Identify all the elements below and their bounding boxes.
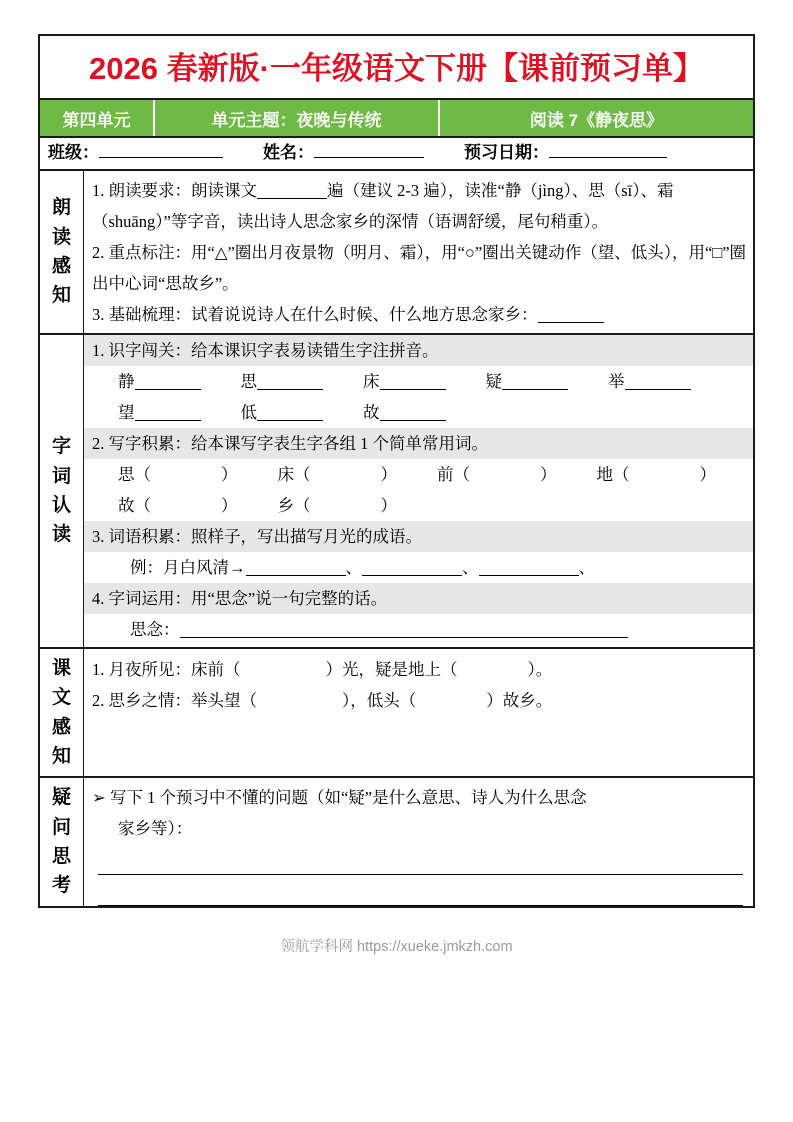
side-char: 课 <box>51 657 71 679</box>
reading-item-2: 2. 重点标注：用“△”圈出月夜景物（明月、霜），用“○”圈出关键动作（望、低头），用“□”圈出中心词“思故乡”。 <box>92 243 747 293</box>
pinyin-blank[interactable] <box>257 403 323 421</box>
text-item-2 <box>84 685 753 716</box>
paren-close: ） <box>380 496 397 515</box>
side-char: 思 <box>51 846 71 867</box>
pinyin-blank[interactable] <box>380 403 446 421</box>
text-item-1-pre: 1. 月夜所见：床前（ <box>92 660 241 679</box>
word-char: 思 <box>118 465 135 484</box>
section-text-comprehension <box>40 649 753 778</box>
vocab-q1-heading: 1. 识字闯关：给本课识字表易读错生字注拼音。 <box>84 335 753 366</box>
reading-times-blank[interactable] <box>257 181 327 199</box>
unit-header-bar <box>40 100 753 138</box>
pinyin-char: 静 <box>118 372 135 391</box>
class-label: 班级： <box>48 143 99 162</box>
side-char: 疑 <box>51 787 71 809</box>
paren-close: ） <box>540 465 557 484</box>
word-char: 前 <box>437 465 454 484</box>
pinyin-char: 望 <box>118 403 135 422</box>
pinyin-blank[interactable] <box>135 372 201 390</box>
vocab-q2-row-1 <box>84 459 753 490</box>
name-label: 姓名： <box>263 143 314 162</box>
side-char: 考 <box>51 875 71 897</box>
side-char: 知 <box>51 745 71 767</box>
unit-theme-cell: 单元主题：夜晚与传统 <box>155 100 440 136</box>
paren-close: ） <box>380 465 397 484</box>
section-reading-perception <box>40 171 753 335</box>
date-input-blank[interactable] <box>549 142 667 158</box>
question-prompt-line-2: 家乡等）： <box>118 819 193 838</box>
paren-open[interactable]: （ <box>134 496 151 515</box>
reading-item-1-post: 遍（建议 2-3 遍），读准“静（jìng）、思（sī）、霜（shuāng）”等字音，读出诗人思念家乡的深情（语调舒缓，尾句稍重）。 <box>92 181 674 231</box>
side-char: 文 <box>51 687 71 709</box>
side-char: 问 <box>51 816 71 838</box>
title-row <box>40 36 753 100</box>
paren-close: ） <box>221 496 238 515</box>
paren-close: ） <box>699 465 716 484</box>
vocab-q3-heading: 3. 词语积累：照样子，写出描写月光的成语。 <box>84 521 753 552</box>
sentence-blank[interactable] <box>180 620 628 638</box>
vocab-q4-answer <box>84 614 753 647</box>
vocab-q3-example <box>84 552 753 583</box>
paren-open[interactable]: （ <box>294 496 311 515</box>
class-input-blank[interactable] <box>99 142 223 158</box>
side-char: 朗 <box>51 197 71 219</box>
side-char: 字 <box>51 436 71 458</box>
class-field[interactable] <box>48 138 223 163</box>
question-answer-line[interactable] <box>98 875 743 906</box>
student-info-row <box>40 138 753 171</box>
side-char: 感 <box>51 716 71 738</box>
pinyin-blank[interactable] <box>502 372 568 390</box>
paren-open[interactable]: （ <box>453 465 470 484</box>
date-label: 预习日期： <box>464 143 549 162</box>
side-char: 感 <box>51 256 71 277</box>
pinyin-blank[interactable] <box>380 372 446 390</box>
idiom-blank[interactable] <box>479 558 579 576</box>
section-label-reading <box>40 171 84 333</box>
text-item-1-end: ）。 <box>527 660 553 679</box>
page-title: 2026 春新版·一年级语文下册【课前预习单】 <box>89 51 704 86</box>
section-content-questions <box>84 778 753 906</box>
side-char: 认 <box>51 495 71 516</box>
pinyin-blank[interactable] <box>135 403 201 421</box>
text-item-2-mid: ），低头（ <box>342 691 417 710</box>
blank-writing-space[interactable] <box>84 746 753 776</box>
word-char: 床 <box>277 465 294 484</box>
reading-item-3-text: 3. 基础梳理：试着说说诗人在什么时候、什么地方思念家乡： <box>92 305 538 324</box>
idiom-separator: 、 <box>345 558 362 577</box>
bullet-arrow-icon: ➢ <box>92 788 106 807</box>
question-prompt-text-1: 写下 1 个预习中不懂的问题（如“疑”是什么意思、诗人为什么思念 <box>109 788 587 807</box>
section-label-questions <box>40 778 84 906</box>
name-field[interactable] <box>263 138 424 163</box>
side-char: 词 <box>51 465 71 487</box>
side-char: 读 <box>51 226 71 248</box>
vocab-q1-row-2 <box>84 397 753 428</box>
pinyin-char: 思 <box>240 372 257 391</box>
lesson-title-cell: 阅读 7《静夜思》 <box>440 100 753 136</box>
question-prompt-line-1 <box>84 778 753 813</box>
vocab-q2-heading: 2. 写字积累：给本课写字表生字各组 1 个简单常用词。 <box>84 428 753 459</box>
blank-writing-space[interactable] <box>84 716 753 746</box>
side-char: 知 <box>51 285 71 307</box>
section-content-text <box>84 649 753 776</box>
pinyin-blank[interactable] <box>625 372 691 390</box>
pinyin-char: 疑 <box>485 372 502 391</box>
section-content-vocabulary <box>84 335 753 647</box>
text-item-2-end: ）故乡。 <box>486 691 553 710</box>
pinyin-char: 低 <box>240 403 257 422</box>
footer-watermark: 领航学科网 https://xueke.jmkzh.com <box>280 939 513 955</box>
text-item-1 <box>84 649 753 685</box>
section-questions <box>40 778 753 906</box>
pinyin-char: 故 <box>363 403 380 422</box>
idiom-example: 例：月白风清→ <box>130 558 246 577</box>
paren-open[interactable]: （ <box>134 465 151 484</box>
reading-item-3-blank[interactable] <box>538 305 604 323</box>
idiom-separator: 、 <box>578 558 595 577</box>
paren-open[interactable]: （ <box>613 465 630 484</box>
idiom-blank[interactable] <box>246 558 346 576</box>
reading-item-3 <box>84 299 753 333</box>
worksheet-table <box>38 34 755 908</box>
pinyin-char: 举 <box>608 372 625 391</box>
vocab-q2-row-2 <box>84 490 753 521</box>
reading-item-1-pre: 1. 朗读要求：朗读课文 <box>92 181 257 200</box>
side-char: 读 <box>51 524 71 546</box>
paren-close: ） <box>221 465 238 484</box>
date-field[interactable] <box>464 138 667 163</box>
word-char: 故 <box>118 496 135 515</box>
paren-open[interactable]: （ <box>294 465 311 484</box>
section-vocabulary <box>40 335 753 649</box>
word-char: 地 <box>596 465 613 484</box>
reading-item-1 <box>84 171 753 237</box>
pinyin-blank[interactable] <box>257 372 323 390</box>
section-label-text <box>40 649 84 776</box>
vocab-q4-heading: 4. 字词运用：用“思念”说一句完整的话。 <box>84 583 753 614</box>
word-char: 乡 <box>277 496 294 515</box>
question-answer-line[interactable] <box>98 844 743 875</box>
name-input-blank[interactable] <box>314 142 424 158</box>
sentence-prompt: 思念： <box>130 620 180 639</box>
pinyin-char: 床 <box>363 372 380 391</box>
idiom-blank[interactable] <box>362 558 462 576</box>
text-item-2-pre: 2. 思乡之情：举头望（ <box>92 691 257 710</box>
idiom-separator: 、 <box>462 558 479 577</box>
text-item-1-mid: ）光，疑是地上（ <box>325 660 458 679</box>
vocab-q1-row-1 <box>84 366 753 397</box>
unit-number-cell: 第四单元 <box>40 100 155 136</box>
section-content-reading <box>84 171 753 333</box>
section-label-vocabulary <box>40 335 84 647</box>
